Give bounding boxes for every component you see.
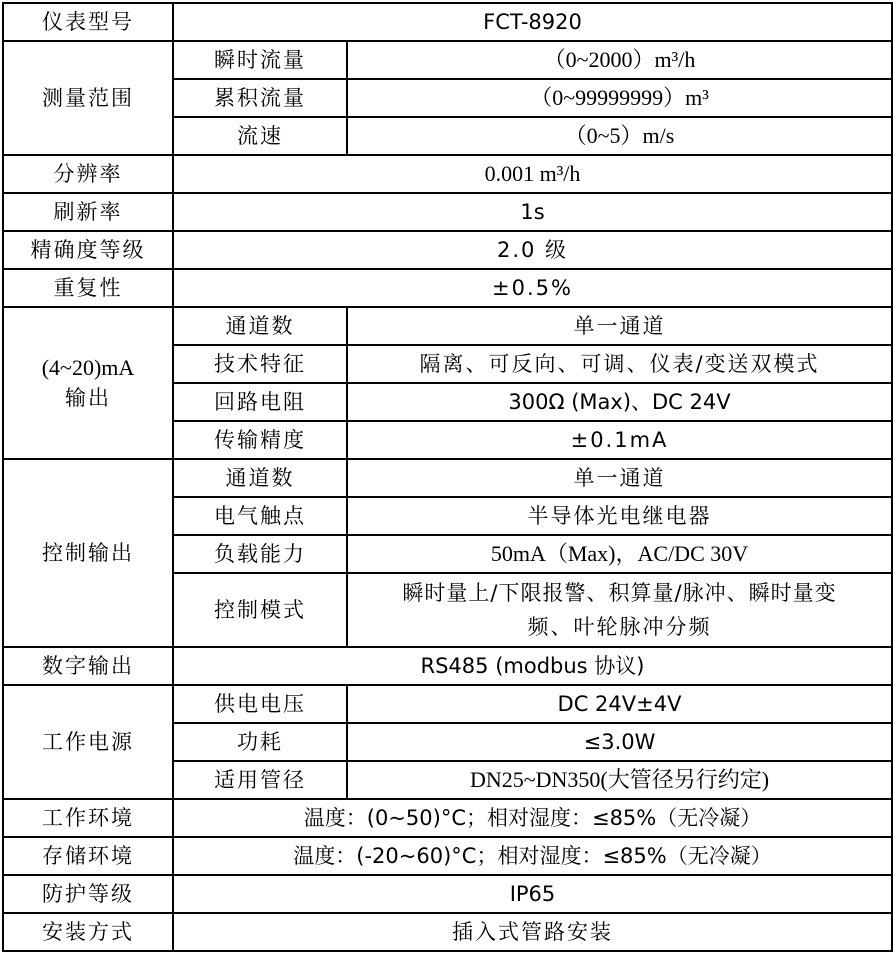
value-model: FCT-8920: [173, 3, 892, 41]
value-instant: （0~2000）m³/h: [347, 41, 892, 79]
label-control-channels: 通道数: [173, 459, 347, 497]
value-analog-features: 隔离、可反向、可调、仪表/变送双模式: [347, 345, 892, 383]
spec-table: [2, 2, 893, 952]
value-storage-env: 温度：(-20~60)°C；相对湿度：≤85%（无冷凝）: [173, 837, 892, 875]
value-analog-accuracy: ±0.1mA: [347, 421, 892, 459]
label-control: 控制输出: [3, 459, 173, 647]
value-control-mode-line1: 瞬时量上/下限报警、积算量/脉冲、瞬时量变: [402, 581, 837, 605]
row-refresh: [3, 193, 892, 231]
value-digital: RS485 (modbus 协议): [173, 647, 892, 685]
value-power-voltage: DC 24V±4V: [347, 685, 892, 723]
label-repeatability: 重复性: [3, 269, 173, 307]
label-resolution: 分辨率: [3, 155, 173, 193]
value-power-consumption: ≤3.0W: [347, 723, 892, 761]
label-storage-env: 存储环境: [3, 837, 173, 875]
label-power-consumption: 功耗: [173, 723, 347, 761]
value-control-mode-line2: 频、叶轮脉冲分频: [527, 615, 712, 639]
value-install: 插入式管路安装: [173, 913, 892, 951]
label-analog-loop: 回路电阻: [173, 383, 347, 421]
label-power-voltage: 供电电压: [173, 685, 347, 723]
label-analog-accuracy: 传输精度: [173, 421, 347, 459]
value-resolution: 0.001 m³/h: [173, 155, 892, 193]
row-power-voltage: [3, 685, 892, 723]
row-digital: [3, 647, 892, 685]
row-range-instant: [3, 41, 892, 79]
row-storage-env: [3, 837, 892, 875]
value-total: （0~99999999）m³: [347, 79, 892, 117]
label-control-load: 负载能力: [173, 535, 347, 573]
value-velocity: （0~5）m/s: [347, 117, 892, 155]
value-control-mode: [347, 573, 892, 647]
label-control-contact: 电气触点: [173, 497, 347, 535]
row-resolution: [3, 155, 892, 193]
label-power-pipe: 适用管径: [173, 761, 347, 799]
label-analog-features: 技术特征: [173, 345, 347, 383]
label-install: 安装方式: [3, 913, 173, 951]
label-power: 工作电源: [3, 685, 173, 799]
value-accuracy-class: 2.0 级: [173, 231, 892, 269]
row-analog-channels: [3, 307, 892, 345]
label-accuracy-class: 精确度等级: [3, 231, 173, 269]
row-protection: [3, 875, 892, 913]
label-analog: [3, 307, 173, 459]
value-control-load: 50mA（Max)，AC/DC 30V: [347, 535, 892, 573]
label-instant: 瞬时流量: [173, 41, 347, 79]
value-control-channels: 单一通道: [347, 459, 892, 497]
label-analog-line1: (4~20)mA: [41, 355, 135, 380]
value-power-pipe: DN25~DN350(大管径另行约定): [347, 761, 892, 799]
row-control-channels: [3, 459, 892, 497]
row-repeatability: [3, 269, 892, 307]
row-model: [3, 3, 892, 41]
row-work-env: [3, 799, 892, 837]
label-digital: 数字输出: [3, 647, 173, 685]
label-protection: 防护等级: [3, 875, 173, 913]
label-analog-channels: 通道数: [173, 307, 347, 345]
value-repeatability: ±0.5%: [173, 269, 892, 307]
label-model: 仪表型号: [3, 3, 173, 41]
value-analog-loop: 300Ω (Max)、DC 24V: [347, 383, 892, 421]
label-velocity: 流速: [173, 117, 347, 155]
label-total: 累积流量: [173, 79, 347, 117]
value-protection: IP65: [173, 875, 892, 913]
value-refresh: 1s: [173, 193, 892, 231]
label-work-env: 工作环境: [3, 799, 173, 837]
value-work-env: 温度：(0~50)°C；相对湿度：≤85%（无冷凝）: [173, 799, 892, 837]
row-install: [3, 913, 892, 951]
label-refresh: 刷新率: [3, 193, 173, 231]
label-range: 测量范围: [3, 41, 173, 155]
value-control-contact: 半导体光电继电器: [347, 497, 892, 535]
label-control-mode: 控制模式: [173, 573, 347, 647]
row-accuracy-class: [3, 231, 892, 269]
label-analog-line2: 输出: [65, 386, 111, 410]
value-analog-channels: 单一通道: [347, 307, 892, 345]
